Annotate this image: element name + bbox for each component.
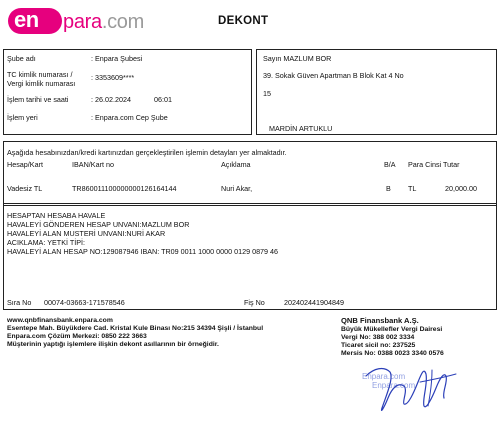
- footer-tax-no: Vergi No: 388 002 3334: [341, 334, 415, 341]
- address-city: MARDİN ARTUKLU: [269, 124, 333, 133]
- customer-name: Sayın MAZLUM BOR: [263, 54, 332, 63]
- signature: [360, 362, 460, 420]
- footer-trade-registry: Ticaret sicil no: 237525: [341, 342, 416, 349]
- header-ba: B/A: [384, 160, 396, 169]
- row-ba: B: [386, 184, 391, 193]
- detail-line-4: ACIKLAMA: YETKİ TİPİ:: [7, 238, 86, 247]
- detail-line-1: HESAPTAN HESABA HAVALE: [7, 211, 106, 220]
- sira-value: 00074-03663-171578546: [44, 298, 125, 307]
- header-currency-amount: Para Cinsi Tutar: [408, 160, 460, 169]
- transaction-intro: Aşağıda hesabınızdan/kredi kartınızdan gerçekleştirilen işlemin detayları yer almaktadır.: [7, 148, 287, 157]
- place-value: : Enpara.com Cep Şube: [91, 113, 168, 122]
- header-iban: IBAN/Kart no: [72, 160, 114, 169]
- fis-value: 202402441904849: [284, 298, 344, 307]
- footer-disclaimer: Müşterinin yaptığı işlemlere ilişkin dekont asıllarının bir örneğidir.: [7, 341, 219, 348]
- footer-website: www.qnbfinansbank.enpara.com: [7, 317, 113, 324]
- detail-line-5: HAVALEYİ ALAN HESAP NO:129087946 IBAN: TR09 0011 1000 0000 0129 0879 46: [7, 247, 279, 256]
- address-line-2: 15: [263, 89, 271, 98]
- row-account: Vadesiz TL: [7, 184, 43, 193]
- date-label: İşlem tarihi ve saati: [7, 95, 69, 104]
- row-amount: 20,000.00: [445, 184, 477, 193]
- footer-mersis: Mersis No: 0388 0023 3340 0576: [341, 350, 444, 357]
- footer-call-center: Enpara.com Çözüm Merkezi: 0850 222 3663: [7, 333, 147, 340]
- stamp-text-2: Enpara.com: [372, 381, 416, 390]
- branch-label: Şube adı: [7, 54, 36, 63]
- header-description: Açıklama: [221, 160, 251, 169]
- detail-line-2: HAVALEYİ GÖNDEREN HESAP UNVANI:MAZLUM BOR: [7, 220, 190, 229]
- time-value: 06:01: [154, 95, 172, 104]
- enpara-logo: [8, 6, 144, 36]
- row-iban: TR860011100000000126164144: [72, 184, 177, 193]
- header-account: Hesap/Kart: [7, 160, 43, 169]
- logo-com-word: .com: [101, 11, 144, 33]
- row-description: Nuri Akar,: [221, 184, 253, 193]
- sira-label: Sıra No: [7, 298, 32, 307]
- document-title: DEKONT: [218, 15, 269, 27]
- detail-line-3: HAVALEYİ ALAN MUSTERİ UNVANI:NURİ AKAR: [7, 229, 166, 238]
- logo-en-text: en: [14, 7, 39, 32]
- row-currency: TL: [408, 184, 417, 193]
- date-value: : 26.02.2024: [91, 95, 131, 104]
- tc-value: : 3353609****: [91, 73, 135, 82]
- footer-tax-office: Büyük Mükellefler Vergi Dairesi: [341, 326, 443, 333]
- tc-label-2: Vergi kimlik numarası: [7, 79, 76, 88]
- tc-label-1: TC kimlik numarası /: [7, 70, 73, 79]
- logo-para-text: [63, 9, 144, 35]
- logo-para-word: para: [63, 11, 102, 33]
- place-label: İşlem yeri: [7, 113, 38, 122]
- branch-value: : Enpara Şubesi: [91, 54, 143, 63]
- fis-label: Fiş No: [244, 298, 265, 307]
- footer-address: Esentepe Mah. Büyükdere Cad. Kristal Kule Binası No:215 34394 Şişli / İstanbul: [7, 325, 264, 332]
- footer-bank-name: QNB Finansbank A.Ş.: [341, 316, 419, 325]
- stamp-text-1: Enpara.com: [362, 372, 406, 381]
- address-line-1: 39. Sokak Güven Apartman B Blok Kat 4 No: [263, 71, 404, 80]
